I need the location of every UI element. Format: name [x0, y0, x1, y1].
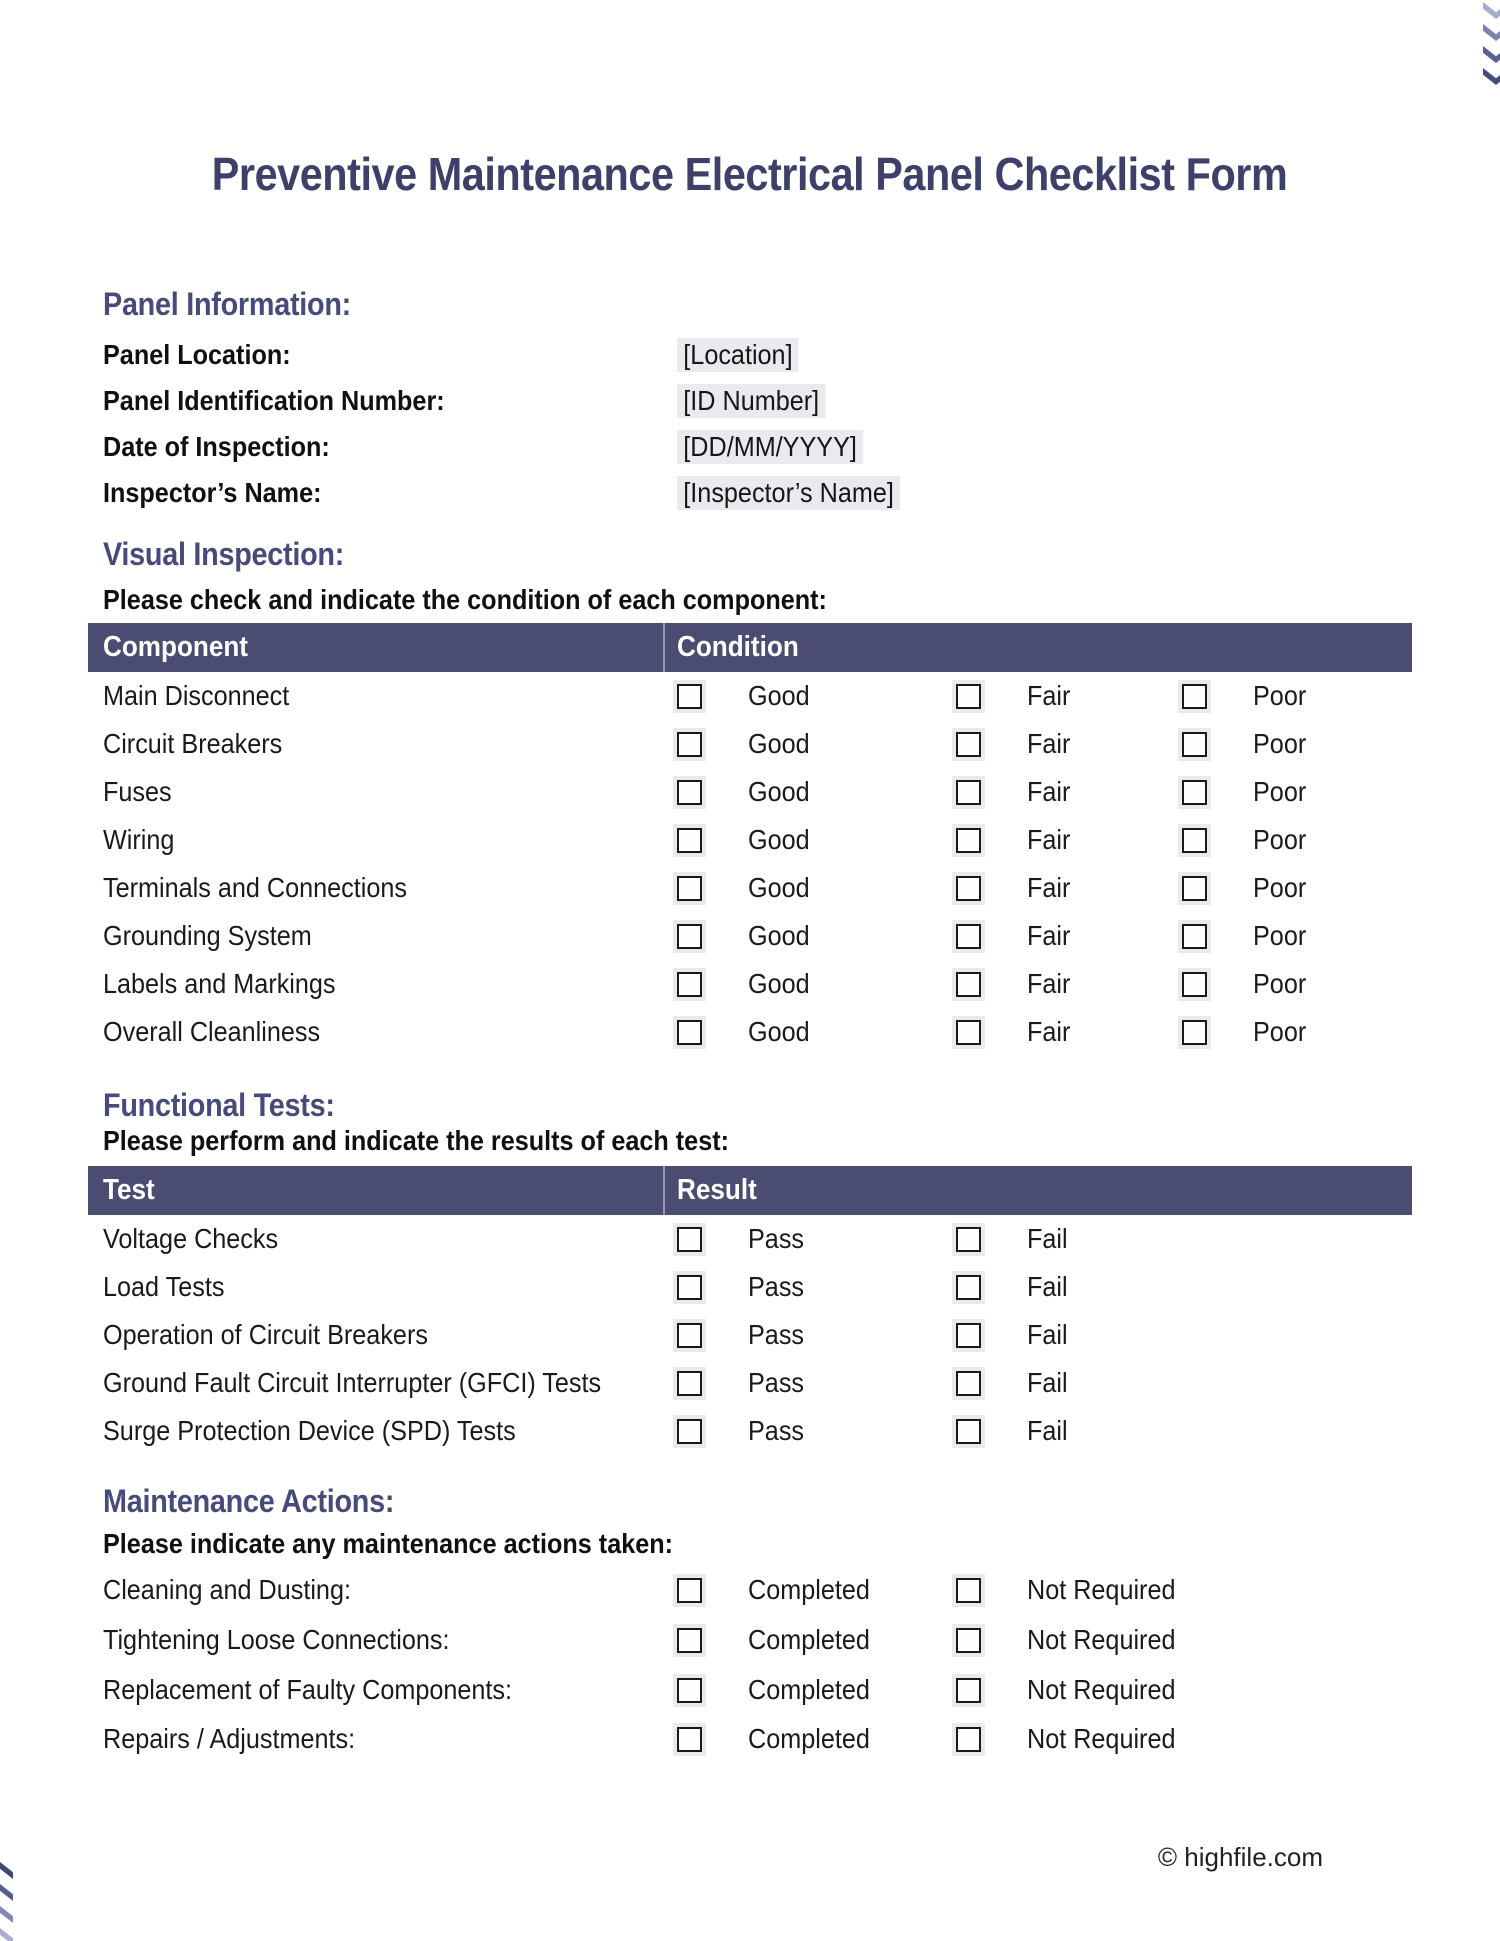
checkbox-wiring-poor[interactable] [1182, 828, 1207, 853]
checkbox-terminals-and-connections-good[interactable] [677, 876, 702, 901]
field-value-panel-location[interactable]: [Location] [677, 338, 799, 372]
option-label: Fair [1027, 680, 1071, 711]
option-label: Good [748, 824, 810, 855]
option-label: Fail [1027, 1223, 1068, 1254]
option-ground-fault-circuit-interrupter-gfci-tests-pass [677, 1359, 810, 1407]
option-label: Completed [748, 1624, 870, 1655]
checkbox-overall-cleanliness-fair[interactable] [956, 1020, 981, 1045]
checkbox-cleaning-and-dusting-not-required[interactable] [956, 1578, 981, 1603]
option-circuit-breakers-fair [956, 720, 1075, 768]
table-row-tightening-loose-connections [0, 1616, 1500, 1664]
row-label: Operation of Circuit Breakers [103, 1319, 428, 1350]
option-label: Fail [1027, 1415, 1068, 1446]
checkbox-surge-protection-device-spd-tests-pass[interactable] [677, 1419, 702, 1444]
field-row-panel-location [0, 338, 1500, 372]
row-label: Load Tests [103, 1271, 225, 1302]
column-header-condition [677, 623, 812, 672]
option-label: Fair [1027, 824, 1071, 855]
field-label: Panel Location: [103, 339, 291, 370]
option-replacement-of-faulty-components-not-required [956, 1666, 1192, 1714]
option-label: Poor [1253, 1016, 1307, 1047]
option-load-tests-fail [956, 1263, 1072, 1311]
column-divider [663, 1166, 665, 1215]
table-row-operation-of-circuit-breakers [0, 1311, 1500, 1359]
table-row-fuses [0, 768, 1500, 816]
section-heading-text: Panel Information: [103, 286, 351, 322]
option-label: Good [748, 728, 810, 759]
option-replacement-of-faulty-components-completed [677, 1666, 883, 1714]
table-row-ground-fault-circuit-interrupter-gfci-tests [0, 1359, 1500, 1407]
field-label: Panel Identification Number: [103, 385, 445, 416]
checkbox-fuses-good[interactable] [677, 780, 702, 805]
row-label: Grounding System [103, 920, 312, 951]
option-label: Not Required [1027, 1624, 1176, 1655]
option-label: Pass [748, 1367, 805, 1398]
option-fuses-poor [1182, 768, 1312, 816]
checkbox-main-disconnect-fair[interactable] [956, 684, 981, 709]
option-load-tests-pass [677, 1263, 810, 1311]
option-main-disconnect-fair [956, 672, 1075, 720]
option-label: Pass [748, 1319, 805, 1350]
option-label: Not Required [1027, 1674, 1176, 1705]
row-label: Main Disconnect [103, 680, 290, 711]
option-main-disconnect-good [677, 672, 817, 720]
option-circuit-breakers-poor [1182, 720, 1312, 768]
checkbox-operation-of-circuit-breakers-pass[interactable] [677, 1323, 702, 1348]
option-label: Good [748, 872, 810, 903]
page-title-text: Preventive Maintenance Electrical Panel Checklist Form [212, 148, 1288, 200]
functional-tests-table-header [88, 1166, 1412, 1215]
row-label: Wiring [103, 824, 175, 855]
column-header-text: Condition [677, 631, 799, 663]
field-label: Inspector’s Name: [103, 477, 322, 508]
option-label: Good [748, 776, 810, 807]
checkbox-load-tests-fail[interactable] [956, 1275, 981, 1300]
table-row-wiring [0, 816, 1500, 864]
option-tightening-loose-connections-completed [677, 1616, 883, 1664]
checkbox-load-tests-pass[interactable] [677, 1275, 702, 1300]
checkbox-labels-and-markings-good[interactable] [677, 972, 702, 997]
option-wiring-poor [1182, 816, 1312, 864]
option-overall-cleanliness-good [677, 1008, 817, 1056]
option-wiring-fair [956, 816, 1075, 864]
field-value-panel-identification-number[interactable]: [ID Number] [677, 384, 825, 418]
section-heading-text: Visual Inspection: [103, 536, 345, 572]
checkbox-voltage-checks-pass[interactable] [677, 1227, 702, 1252]
checkbox-circuit-breakers-good[interactable] [677, 732, 702, 757]
checkbox-overall-cleanliness-poor[interactable] [1182, 1020, 1207, 1045]
functional-tests-instruction [103, 1127, 799, 1155]
option-cleaning-and-dusting-not-required [956, 1566, 1192, 1614]
checkbox-tightening-loose-connections-not-required[interactable] [956, 1628, 981, 1653]
column-divider [663, 623, 665, 672]
checkbox-main-disconnect-good[interactable] [677, 684, 702, 709]
option-label: Completed [748, 1723, 870, 1754]
checkbox-ground-fault-circuit-interrupter-gfci-tests-fail[interactable] [956, 1371, 981, 1396]
column-header-text: Component [103, 631, 248, 663]
table-row-circuit-breakers [0, 720, 1500, 768]
table-row-replacement-of-faulty-components [0, 1666, 1500, 1714]
field-value-inspector-s-name[interactable]: [Inspector’s Name] [677, 476, 900, 510]
option-label: Fair [1027, 776, 1071, 807]
option-label: Pass [748, 1415, 805, 1446]
option-main-disconnect-poor [1182, 672, 1312, 720]
checkbox-grounding-system-fair[interactable] [956, 924, 981, 949]
option-label: Fair [1027, 1016, 1071, 1047]
option-label: Poor [1253, 920, 1307, 951]
chevron-up-icon [0, 1862, 13, 1879]
checkbox-main-disconnect-poor[interactable] [1182, 684, 1207, 709]
checkbox-cleaning-and-dusting-completed[interactable] [677, 1578, 702, 1603]
option-label: Poor [1253, 776, 1307, 807]
checkbox-operation-of-circuit-breakers-fail[interactable] [956, 1323, 981, 1348]
option-label: Good [748, 920, 810, 951]
section-heading-panel-information [103, 287, 379, 321]
option-label: Fair [1027, 920, 1071, 951]
column-header-text: Result [677, 1174, 757, 1206]
checkbox-grounding-system-poor[interactable] [1182, 924, 1207, 949]
checkbox-replacement-of-faulty-components-completed[interactable] [677, 1678, 702, 1703]
option-repairs-adjustments-not-required [956, 1715, 1192, 1763]
column-header-text: Test [103, 1174, 155, 1206]
option-label: Fail [1027, 1319, 1068, 1350]
option-surge-protection-device-spd-tests-fail [956, 1407, 1072, 1455]
column-header-result [677, 1166, 766, 1215]
visual-inspection-instruction [103, 586, 907, 614]
instruction-text: Please perform and indicate the results of each test: [103, 1125, 729, 1156]
bottom-left-chevrons-decoration [0, 1862, 13, 1941]
table-row-grounding-system [0, 912, 1500, 960]
checkbox-terminals-and-connections-poor[interactable] [1182, 876, 1207, 901]
checkbox-voltage-checks-fail[interactable] [956, 1227, 981, 1252]
section-heading-visual-inspection [103, 537, 371, 571]
chevron-down-icon [1483, 68, 1500, 85]
option-grounding-system-good [677, 912, 817, 960]
option-labels-and-markings-good [677, 960, 817, 1008]
option-operation-of-circuit-breakers-pass [677, 1311, 810, 1359]
checkbox-fuses-fair[interactable] [956, 780, 981, 805]
checkbox-circuit-breakers-fair[interactable] [956, 732, 981, 757]
chevron-down-icon [1483, 24, 1500, 41]
checkbox-ground-fault-circuit-interrupter-gfci-tests-pass[interactable] [677, 1371, 702, 1396]
checkbox-surge-protection-device-spd-tests-fail[interactable] [956, 1419, 981, 1444]
maintenance-actions-instruction [103, 1530, 736, 1558]
option-label: Fail [1027, 1367, 1068, 1398]
option-label: Good [748, 968, 810, 999]
section-heading-functional-tests [103, 1088, 360, 1122]
option-overall-cleanliness-fair [956, 1008, 1075, 1056]
checkbox-wiring-good[interactable] [677, 828, 702, 853]
row-label: Tightening Loose Connections: [103, 1624, 450, 1655]
checkbox-replacement-of-faulty-components-not-required[interactable] [956, 1678, 981, 1703]
row-label: Ground Fault Circuit Interrupter (GFCI) Tests [103, 1367, 602, 1398]
option-label: Not Required [1027, 1723, 1176, 1754]
table-row-repairs-adjustments [0, 1715, 1500, 1763]
row-label: Surge Protection Device (SPD) Tests [103, 1415, 516, 1446]
chevron-down-icon [1483, 46, 1500, 63]
option-fuses-good [677, 768, 817, 816]
checkbox-wiring-fair[interactable] [956, 828, 981, 853]
option-label: Good [748, 680, 810, 711]
option-label: Good [748, 1016, 810, 1047]
checkbox-repairs-adjustments-not-required[interactable] [956, 1727, 981, 1752]
checkbox-fuses-poor[interactable] [1182, 780, 1207, 805]
field-label: Date of Inspection: [103, 431, 330, 462]
row-label: Voltage Checks [103, 1223, 279, 1254]
row-label: Cleaning and Dusting: [103, 1574, 351, 1605]
field-value-date-of-inspection[interactable]: [DD/MM/YYYY] [677, 430, 863, 464]
option-grounding-system-fair [956, 912, 1075, 960]
option-surge-protection-device-spd-tests-pass [677, 1407, 810, 1455]
table-row-load-tests [0, 1263, 1500, 1311]
table-row-overall-cleanliness [0, 1008, 1500, 1056]
visual-inspection-table-header [88, 623, 1412, 672]
option-label: Completed [748, 1574, 870, 1605]
option-label: Pass [748, 1223, 805, 1254]
instruction-text: Please indicate any maintenance actions taken: [103, 1528, 674, 1559]
column-header-test [103, 1166, 160, 1215]
option-grounding-system-poor [1182, 912, 1312, 960]
option-voltage-checks-pass [677, 1215, 810, 1263]
top-right-chevrons-decoration [1483, 2, 1500, 85]
option-label: Not Required [1027, 1574, 1176, 1605]
option-label: Fair [1027, 968, 1071, 999]
checkbox-overall-cleanliness-good[interactable] [677, 1020, 702, 1045]
row-label: Terminals and Connections [103, 872, 407, 903]
field-row-panel-identification-number [0, 384, 1500, 418]
option-label: Pass [748, 1271, 805, 1302]
section-heading-text: Maintenance Actions: [103, 1483, 395, 1519]
option-tightening-loose-connections-not-required [956, 1616, 1192, 1664]
table-row-labels-and-markings [0, 960, 1500, 1008]
option-ground-fault-circuit-interrupter-gfci-tests-fail [956, 1359, 1072, 1407]
table-row-main-disconnect [0, 672, 1500, 720]
chevron-up-icon [0, 1906, 13, 1923]
chevron-down-icon [1483, 2, 1500, 19]
option-label: Completed [748, 1674, 870, 1705]
footer-credit: © highfile.com [1157, 1842, 1323, 1872]
field-row-date-of-inspection [0, 430, 1500, 464]
checkbox-terminals-and-connections-fair[interactable] [956, 876, 981, 901]
option-label: Fair [1027, 872, 1071, 903]
row-label: Replacement of Faulty Components: [103, 1674, 513, 1705]
row-label: Fuses [103, 776, 172, 807]
checkbox-tightening-loose-connections-completed[interactable] [677, 1628, 702, 1653]
row-label: Repairs / Adjustments: [103, 1723, 356, 1754]
option-labels-and-markings-poor [1182, 960, 1312, 1008]
section-heading-text: Functional Tests: [103, 1087, 335, 1123]
checkbox-circuit-breakers-poor[interactable] [1182, 732, 1207, 757]
option-labels-and-markings-fair [956, 960, 1075, 1008]
option-label: Fail [1027, 1271, 1068, 1302]
checkbox-repairs-adjustments-completed[interactable] [677, 1727, 702, 1752]
table-row-terminals-and-connections [0, 864, 1500, 912]
checkbox-grounding-system-good[interactable] [677, 924, 702, 949]
row-label: Overall Cleanliness [103, 1016, 321, 1047]
option-label: Poor [1253, 728, 1307, 759]
option-label: Poor [1253, 824, 1307, 855]
checkbox-labels-and-markings-fair[interactable] [956, 972, 981, 997]
option-label: Fair [1027, 728, 1071, 759]
option-repairs-adjustments-completed [677, 1715, 883, 1763]
option-cleaning-and-dusting-completed [677, 1566, 883, 1614]
option-terminals-and-connections-poor [1182, 864, 1312, 912]
option-terminals-and-connections-good [677, 864, 817, 912]
option-voltage-checks-fail [956, 1215, 1072, 1263]
option-terminals-and-connections-fair [956, 864, 1075, 912]
option-circuit-breakers-good [677, 720, 817, 768]
option-overall-cleanliness-poor [1182, 1008, 1312, 1056]
chevron-up-icon [0, 1884, 13, 1901]
option-operation-of-circuit-breakers-fail [956, 1311, 1072, 1359]
page-title [0, 150, 1500, 198]
table-row-cleaning-and-dusting [0, 1566, 1500, 1614]
option-label: Poor [1253, 968, 1307, 999]
option-label: Poor [1253, 872, 1307, 903]
checkbox-labels-and-markings-poor[interactable] [1182, 972, 1207, 997]
chevron-up-icon [0, 1928, 13, 1941]
table-row-surge-protection-device-spd-tests [0, 1407, 1500, 1455]
row-label: Circuit Breakers [103, 728, 283, 759]
option-label: Poor [1253, 680, 1307, 711]
table-row-voltage-checks [0, 1215, 1500, 1263]
instruction-text: Please check and indicate the condition of each component: [103, 584, 827, 615]
column-header-component [103, 623, 264, 672]
option-fuses-fair [956, 768, 1075, 816]
field-row-inspector-s-name [0, 476, 1500, 510]
section-heading-maintenance-actions [103, 1484, 427, 1518]
option-wiring-good [677, 816, 817, 864]
row-label: Labels and Markings [103, 968, 336, 999]
